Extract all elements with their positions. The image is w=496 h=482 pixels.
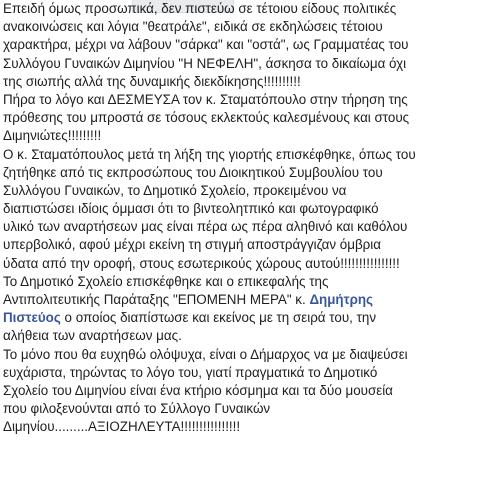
text-segment: ευχάριστα, τηρώντας το λόγο του, γιατί πραγματικά το Δημοτικό — [3, 364, 378, 380]
post-paragraph — [3, 91, 491, 146]
text-segment: Συλλόγου Γυναικών, το Δημοτικό Σχολείο, προκειμένου να — [3, 182, 347, 198]
text-line — [3, 127, 491, 145]
text-segment: ζητήθηκε από τις εκπροσώπους του Διοικητικού Συμβουλίου του — [3, 164, 383, 180]
text-segment: διαπιστώσει ιδίοις όμμασι ότι το βιντεολητπικό και φωτογραφικό — [3, 201, 379, 217]
text-line — [3, 146, 491, 164]
text-line — [3, 218, 491, 236]
text-segment: υλικό των αναρτήσεων μας είναι πέρα ως πέρα αληθινό και καθόλου — [3, 219, 408, 235]
text-line — [3, 327, 491, 345]
post-paragraph — [3, 0, 491, 91]
text-line — [3, 346, 491, 364]
text-line — [3, 291, 491, 309]
text-line — [3, 55, 491, 73]
text-line — [3, 73, 491, 91]
text-line — [3, 309, 491, 327]
text-segment: Επειδή όμως προσωπικά, δεν πιστεύω σε τέτοιου είδους πολιτικές — [3, 1, 397, 16]
post-text — [3, 0, 491, 437]
text-segment: Διμηνίου.........ΑΞΙΟΖΗΛΕΥΤΑ!!!!!!!!!!!!!!!! — [3, 419, 241, 435]
text-segment: αλήθεια των αναρτήσεων μας. — [3, 328, 182, 344]
text-line — [3, 182, 491, 200]
text-segment: υπερβολικό, αφού μέχρι εκείνη τη στιγμή αποστράγγιζαν όμβρια — [3, 237, 381, 253]
text-line — [3, 364, 491, 382]
text-segment: ύδατα από την οροφή, στους εσωτερικούς χώρους αυτού!!!!!!!!!!!!!!!! — [3, 255, 400, 271]
text-line — [3, 109, 491, 127]
text-segment: Ο κ. Σταματόπουλος μετά τη λήξη της γιορτής επισκέφθηκε, όπως του — [3, 146, 416, 162]
text-segment: χαρακτήρα, μέχρι να λάβουν "σάρκα" και "οστά", ως Γραμματέας του — [3, 37, 409, 53]
text-segment: ο οποίος διαπίστωσε και εκείνος με τη σειρά του, την — [60, 310, 377, 326]
text-segment: της σιωπής αλλά της δυναμικής διεκδίκησης!!!!!!!!!! — [3, 73, 301, 89]
text-line — [3, 400, 491, 418]
text-segment: που φιλοξενούνται από το Σύλλογο Γυναικών — [3, 401, 271, 417]
profile-mention-link[interactable]: Δημήτρης — [309, 292, 374, 307]
text-line — [3, 418, 491, 436]
text-line — [3, 36, 491, 54]
text-segment: Το Δημοτικό Σχολείο επισκέφθηκε και ο επικεφαλής της — [3, 273, 329, 289]
text-line — [3, 255, 491, 273]
text-line — [3, 0, 491, 18]
text-segment: Αντιπολιτευτικής Παράταξης "ΕΠΟΜΕΝΗ ΜΕΡΑ" κ. — [3, 292, 310, 307]
text-segment: Το μόνο που θα ευχηθώ ολόψυχα, είναι ο Δήμαρχος να με διαψεύσει — [3, 346, 408, 362]
text-segment: Διμηνιώτες!!!!!!!!! — [3, 128, 102, 144]
text-line — [3, 18, 491, 36]
text-segment: Συλλόγου Γυναικών Διμηνίου "Η ΝΕΦΕΛΗ", άσκησα το δικαίωμα όχι — [3, 55, 407, 71]
text-line — [3, 91, 491, 109]
post-paragraph — [3, 346, 491, 437]
text-segment: ανακοινώσεις και λόγια "θεατράλε", ειδικά σε εκδηλώσεις τέτοιου — [3, 19, 383, 35]
text-line — [3, 200, 491, 218]
text-line — [3, 382, 491, 400]
post-paragraph — [3, 273, 491, 346]
text-segment: Σχολείο του Διμηνίου είναι ένα κτήριο κόσμημα και τα δύο μουσεία — [3, 382, 393, 398]
text-line — [3, 273, 491, 291]
text-line — [3, 236, 491, 254]
post-paragraph — [3, 146, 491, 273]
text-segment: πρόθεσης του μπροστά σε τόσους εκλεκτούς καλεσμένους και στους — [3, 110, 410, 126]
text-segment: Πήρα το λόγο και ΔΕΣΜΕΥΣΑ τον κ. Σταματόπουλο στην τήρηση της — [3, 91, 408, 107]
text-line — [3, 164, 491, 182]
profile-mention-link[interactable]: Πιστεύος — [3, 310, 61, 326]
